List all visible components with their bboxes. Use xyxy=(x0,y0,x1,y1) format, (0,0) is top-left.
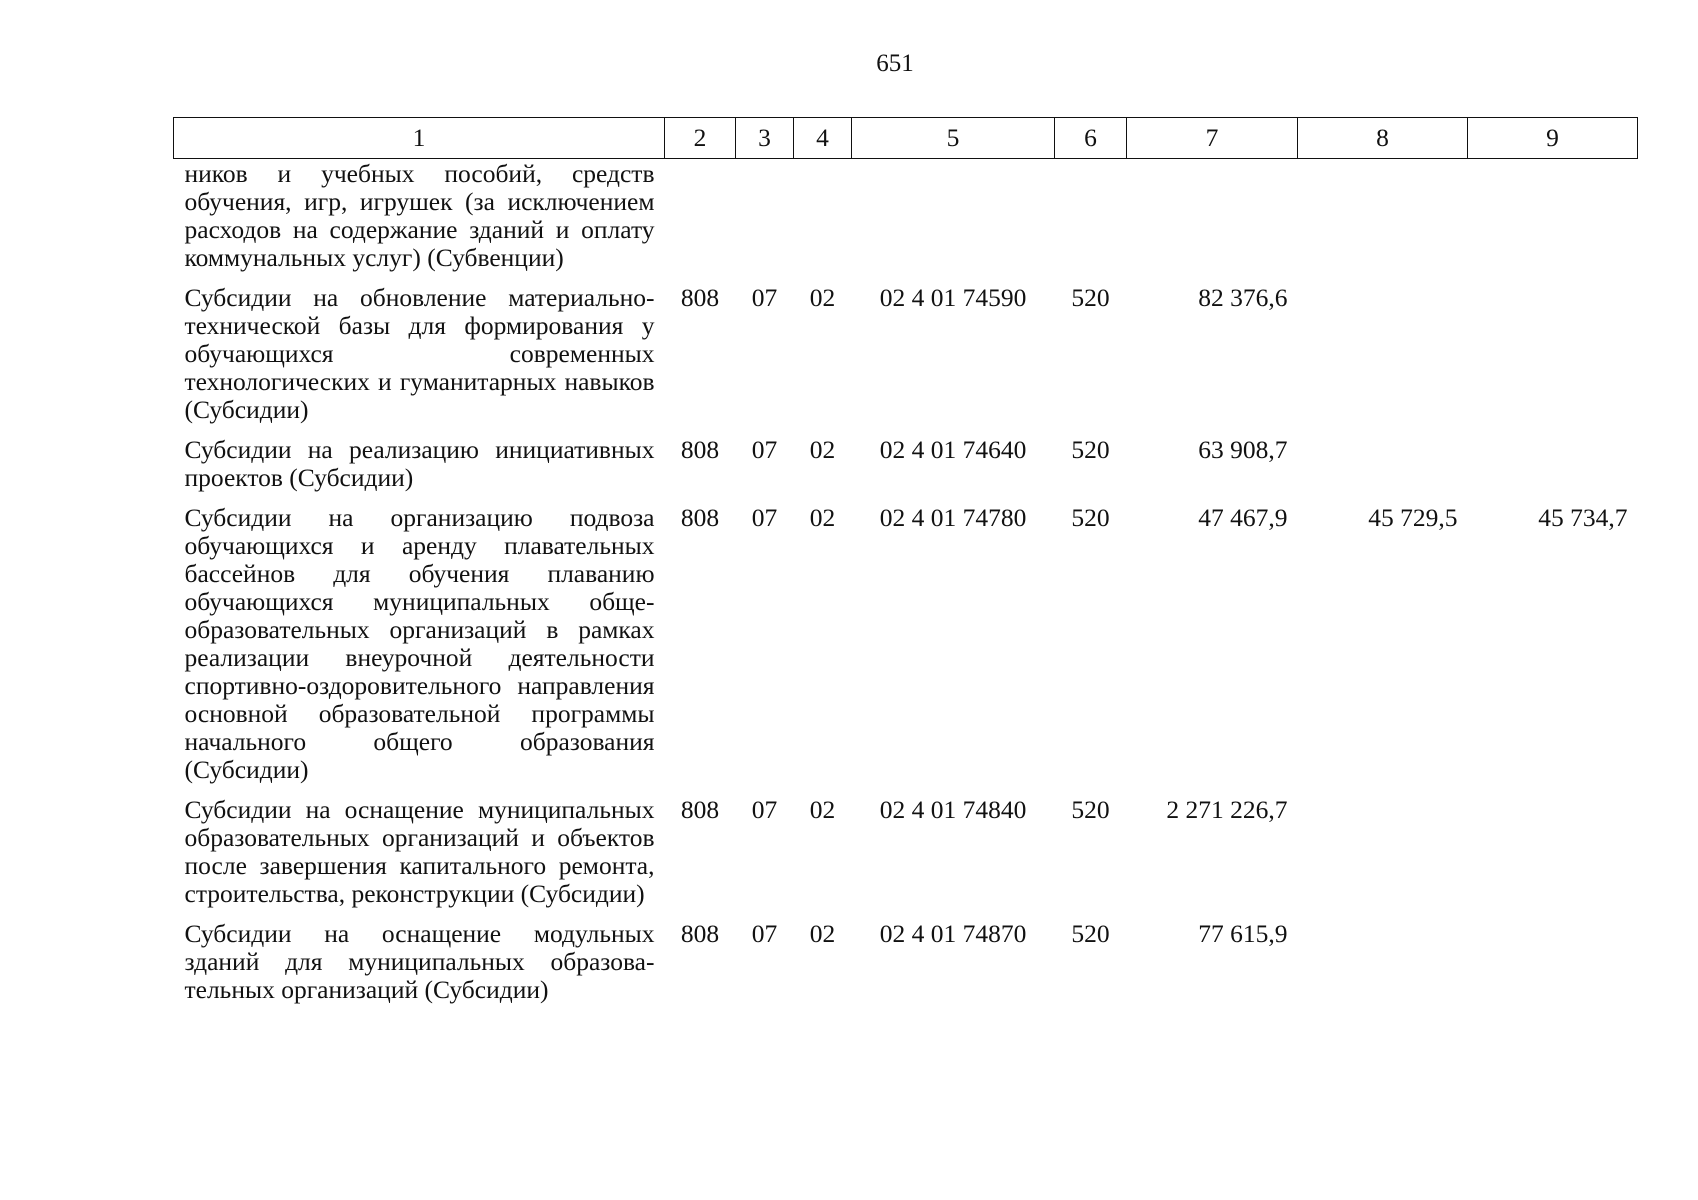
cell-section: 07 xyxy=(751,283,778,312)
cell-section: 07 xyxy=(751,503,778,532)
row-description: Субсидии на организацию подвоза обучающихся и аренду плавательных бассейнов для обучения плаванию обучающихся муниципальных общеобразовательных организаций в рамках реализации внеурочной деятельности спортивно-оздоровительного направления основной образовательной программы начального общего образования (Субсидии) xyxy=(184,503,655,784)
cell-section: 07 xyxy=(751,795,778,824)
table-row xyxy=(174,159,1638,273)
cell-amount-col9 xyxy=(1468,272,1638,424)
cell-amount-col9 xyxy=(1468,908,1638,1004)
column-header-6: 6 xyxy=(1055,118,1127,159)
row-description: Субсидии на реализацию инициативных проектов (Субсидии) xyxy=(184,435,655,492)
cell-target-article: 02 4 01 74590 xyxy=(879,283,1027,312)
cell-section xyxy=(736,159,794,273)
column-header-5: 5 xyxy=(852,118,1055,159)
cell-ministry-code: 808 xyxy=(680,919,720,948)
table-row xyxy=(174,424,1638,492)
cell-amount-col8: 45 729,5 xyxy=(1368,503,1458,532)
page-number: 651 xyxy=(876,50,914,77)
cell-subsection: 02 xyxy=(809,435,836,464)
cell-amount-col7: 82 376,6 xyxy=(1198,283,1288,312)
cell-expense-type: 520 xyxy=(1071,919,1110,948)
column-header-8: 8 xyxy=(1298,118,1468,159)
column-header-7: 7 xyxy=(1127,118,1298,159)
column-header-3: 3 xyxy=(736,118,794,159)
cell-amount-col8 xyxy=(1298,784,1468,908)
cell-subsection: 02 xyxy=(809,283,836,312)
cell-target-article: 02 4 01 74640 xyxy=(879,435,1027,464)
cell-target-article xyxy=(852,159,1055,273)
cell-section: 07 xyxy=(751,919,778,948)
cell-amount-col9: 45 734,7 xyxy=(1538,503,1628,532)
row-description: Субсидии на оснащение модульных зданий для муниципальных образовательных организаций (Субсидии) xyxy=(184,919,655,1004)
table-row xyxy=(174,908,1638,1004)
cell-subsection xyxy=(794,159,852,273)
cell-target-article: 02 4 01 74840 xyxy=(879,795,1027,824)
cell-ministry-code: 808 xyxy=(680,435,720,464)
cell-amount-col8 xyxy=(1298,159,1468,273)
column-header-9: 9 xyxy=(1468,118,1638,159)
cell-ministry-code xyxy=(665,159,736,273)
cell-ministry-code: 808 xyxy=(680,795,720,824)
cell-target-article: 02 4 01 74780 xyxy=(879,503,1027,532)
column-header-4: 4 xyxy=(794,118,852,159)
column-header-1: 1 xyxy=(174,118,665,159)
cell-expense-type: 520 xyxy=(1071,435,1110,464)
cell-ministry-code: 808 xyxy=(680,283,720,312)
cell-amount-col7 xyxy=(1127,159,1298,273)
cell-expense-type: 520 xyxy=(1071,795,1110,824)
cell-ministry-code: 808 xyxy=(680,503,720,532)
cell-amount-col8 xyxy=(1298,424,1468,492)
cell-section: 07 xyxy=(751,435,778,464)
cell-amount-col8 xyxy=(1298,908,1468,1004)
cell-amount-col7: 77 615,9 xyxy=(1198,919,1288,948)
cell-amount-col7: 2 271 226,7 xyxy=(1166,795,1288,824)
cell-amount-col9 xyxy=(1468,159,1638,273)
cell-amount-col7: 63 908,7 xyxy=(1198,435,1288,464)
cell-expense-type xyxy=(1055,159,1127,273)
row-description: Субсидии на обновление материально-технической базы для формирования у обучающихся современных технологических и гуманитарных навыков (Субсидии) xyxy=(184,283,655,424)
column-header-2: 2 xyxy=(665,118,736,159)
cell-expense-type: 520 xyxy=(1071,503,1110,532)
cell-expense-type: 520 xyxy=(1071,283,1110,312)
cell-amount-col9 xyxy=(1468,784,1638,908)
row-description: ников и учебных пособий, средств обучения, игр, игрушек (за исключением расходов на содержание зданий и оплату коммунальных услуг) (Субвенции) xyxy=(184,159,655,272)
table-row xyxy=(174,784,1638,908)
cell-subsection: 02 xyxy=(809,795,836,824)
table-row xyxy=(174,492,1638,784)
cell-subsection: 02 xyxy=(809,919,836,948)
cell-subsection: 02 xyxy=(809,503,836,532)
column-number-header xyxy=(174,118,1638,159)
budget-table xyxy=(173,117,1638,1004)
table-row xyxy=(174,272,1638,424)
cell-amount-col8 xyxy=(1298,272,1468,424)
cell-target-article: 02 4 01 74870 xyxy=(879,919,1027,948)
row-description: Субсидии на оснащение муниципальных образовательных организаций и объектов после завершения капитального ремонта, строительства, реконструкции (Субсидии) xyxy=(184,795,655,908)
cell-amount-col7: 47 467,9 xyxy=(1198,503,1288,532)
cell-amount-col9 xyxy=(1468,424,1638,492)
